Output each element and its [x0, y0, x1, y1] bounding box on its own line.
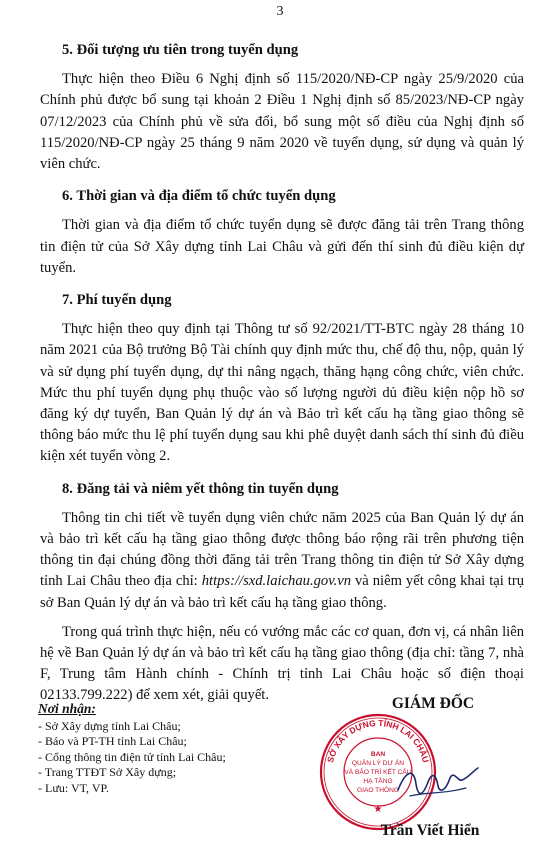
paragraph [40, 508, 524, 614]
seal-line: HẠ TẦNG [363, 778, 393, 785]
section-heading: 8. Đăng tải và niêm yết thông tin tuyển dụng [62, 480, 339, 497]
document-body [40, 40, 524, 707]
signature-title: GIÁM ĐỐC [391, 695, 475, 712]
paragraph: Trong quá trình thực hiện, nếu có vướng mắc các cơ quan, đơn vị, cá nhân liên hệ về Ban Quản lý dự án và bảo trì kết cấu hạ tầng giao thông (địa chỉ: tầng 7, nhà F, Trung tâm Hành chính - Chính trị tỉnh Lai Châu hoặc số điện thoại 02133.799.222) để xem xét, giải quyết. [40, 623, 524, 704]
recipient-item: - Cổng thông tin điện tử tỉnh Lai Châu; [38, 749, 226, 764]
recipients-list [38, 701, 318, 796]
page-number: 3 [276, 4, 284, 19]
recipient-item: - Báo và PT-TH tỉnh Lai Châu; [38, 734, 187, 748]
seal-line: VÀ BẢO TRÌ KẾT CẤU [344, 769, 412, 776]
seal-line: QUẢN LÝ DỰ ÁN [351, 760, 405, 767]
website-link[interactable]: https://sxd.laichau.gov.vn [201, 573, 352, 590]
recipient-item: - Lưu: VT, VP. [38, 780, 109, 795]
recipient-item: - Trang TTĐT Sở Xây dựng; [38, 765, 177, 779]
paragraph: Thực hiện theo Điều 6 Nghị định số 115/2020/NĐ-CP ngày 25/9/2020 của Chính phủ được bổ sung tại khoản 2 Điều 1 Nghị định số 85/2023/NĐ-CP ngày 07/12/2023 của Chính phủ về sửa đổi, bổ sung một số điều của Nghị định số 115/2020/NĐ-CP ngày 25 tháng 9 năm 2020 về tuyển dụng, sử dụng và quản lý viên chức. [40, 71, 524, 173]
recipients-heading: Nơi nhận: [38, 701, 96, 716]
seal-ring-text: SỞ XÂY DỰNG TỈNH LAI CHÂU [325, 717, 431, 764]
seal-line: GIAO THÔNG [356, 787, 400, 794]
paragraph: Thực hiện theo quy định tại Thông tư số 92/2021/TT-BTC ngày 28 tháng 10 năm 2021 của Bộ trưởng Bộ Tài chính quy định mức thu, chế độ thu, nộp, quản lý và sử dụng phí tuyển dụng, dự thi nâng ngạch, thăng hạng công chức, viên chức. Mức thu phí tuyển dụng phụ thuộc vào số lượng người dủ điều kiện nộp hồ sơ đăng ký dự tuyển, Ban Quản lý dự án và Bảo trì kết cấu hạ tầng giao thông sẽ thông báo mức thu lệ phí tuyển dụng sau khi phê duyệt danh sách thí sinh đủ điều kiện xét tuyển vòng 2. [40, 321, 524, 465]
paragraph-text: Thông tin chi tiết về tuyển dụng viên chức năm 2025 của Ban Quản lý dự án và bảo trì kết cấu hạ tầng giao thông được thông báo rộng rãi trên phương tiện thông tin đại chúng đồng thời đăng tải trên Trang thông tin điện tử Sở Xây dựng tỉnh Lai Châu theo địa chỉ: [40, 509, 524, 590]
section-heading: 7. Phí tuyển dụng [62, 292, 172, 309]
handwritten-signature [392, 760, 482, 808]
seal-line: BAN [370, 751, 386, 758]
section-heading: 5. Đối tượng ưu tiên trong tuyển dụng [62, 42, 299, 58]
section-heading: 6. Thời gian và địa điểm tổ chức tuyển dụng [62, 188, 336, 205]
paragraph-text: và niêm yết công khai tại trụ sở Ban Quản lý dự án và bảo trì kết cấu hạ tầng giao thông. [40, 573, 524, 611]
recipient-item: - Sở Xây dựng tỉnh Lai Châu; [38, 718, 181, 733]
signer-name: Trần Viết Hiển [380, 822, 480, 839]
paragraph: Thời gian và địa điểm tổ chức tuyển dụng sẽ được đăng tải trên Trang thông tin điện tử của Sở Xây dựng tỉnh Lai Châu và gửi đến thí sinh đủ điều kiện dự tuyển. [40, 217, 524, 276]
seal-star-icon: ★ [373, 804, 383, 815]
